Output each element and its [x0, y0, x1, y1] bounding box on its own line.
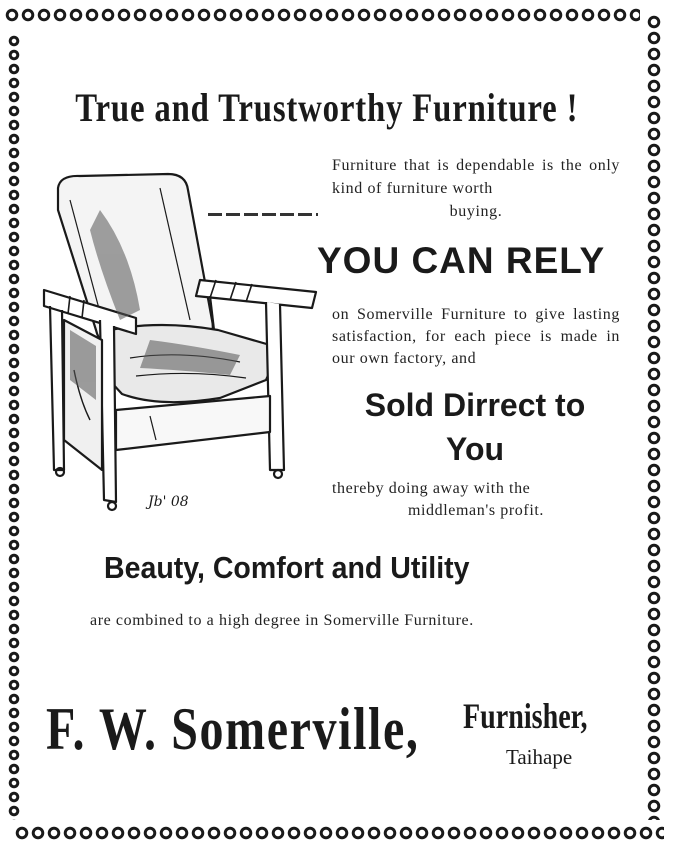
armchair-illustration [40, 170, 320, 530]
rely-line: lasting satisfaction, for each piece [332, 306, 620, 345]
headline: True and Trustworthy Furniture ! [75, 85, 579, 130]
intro-line: Furniture that is dependable is the [332, 157, 583, 174]
sold-heading-line: Sold Dirrect to [364, 387, 586, 423]
intro-line: buying. [449, 203, 503, 220]
decorative-rule [208, 213, 318, 216]
merchant-town: Taihape [506, 745, 573, 769]
rely-paragraph [332, 304, 620, 370]
combined-text: are combined to a high degree in Somerville Furniture. [90, 612, 474, 629]
ornamental-border-top [4, 2, 640, 28]
sold-heading-line: You [445, 431, 505, 467]
sold-direct-heading [320, 383, 630, 471]
rely-line: is made in our own factory, and [332, 328, 620, 367]
profit-line: middleman's profit. [407, 502, 545, 519]
ornamental-border-left [2, 34, 30, 820]
merchant-name: F. W. Somerville, [46, 696, 420, 762]
beauty-heading: Beauty, Comfort and Utility [104, 550, 470, 585]
artist-signature: Jb' 08 [148, 494, 189, 510]
profit-line: thereby doing away with the [332, 480, 531, 497]
profit-paragraph [332, 478, 620, 522]
merchant-title: Furnisher, [463, 696, 588, 736]
ornamental-border-bottom [14, 820, 664, 850]
intro-paragraph [332, 154, 620, 223]
ornamental-border-right [640, 14, 670, 820]
intro-line: only kind of furniture worth [332, 157, 620, 197]
rely-line: on Somerville Furniture to give [332, 306, 566, 323]
rely-heading: YOU CAN RELY [317, 240, 606, 281]
